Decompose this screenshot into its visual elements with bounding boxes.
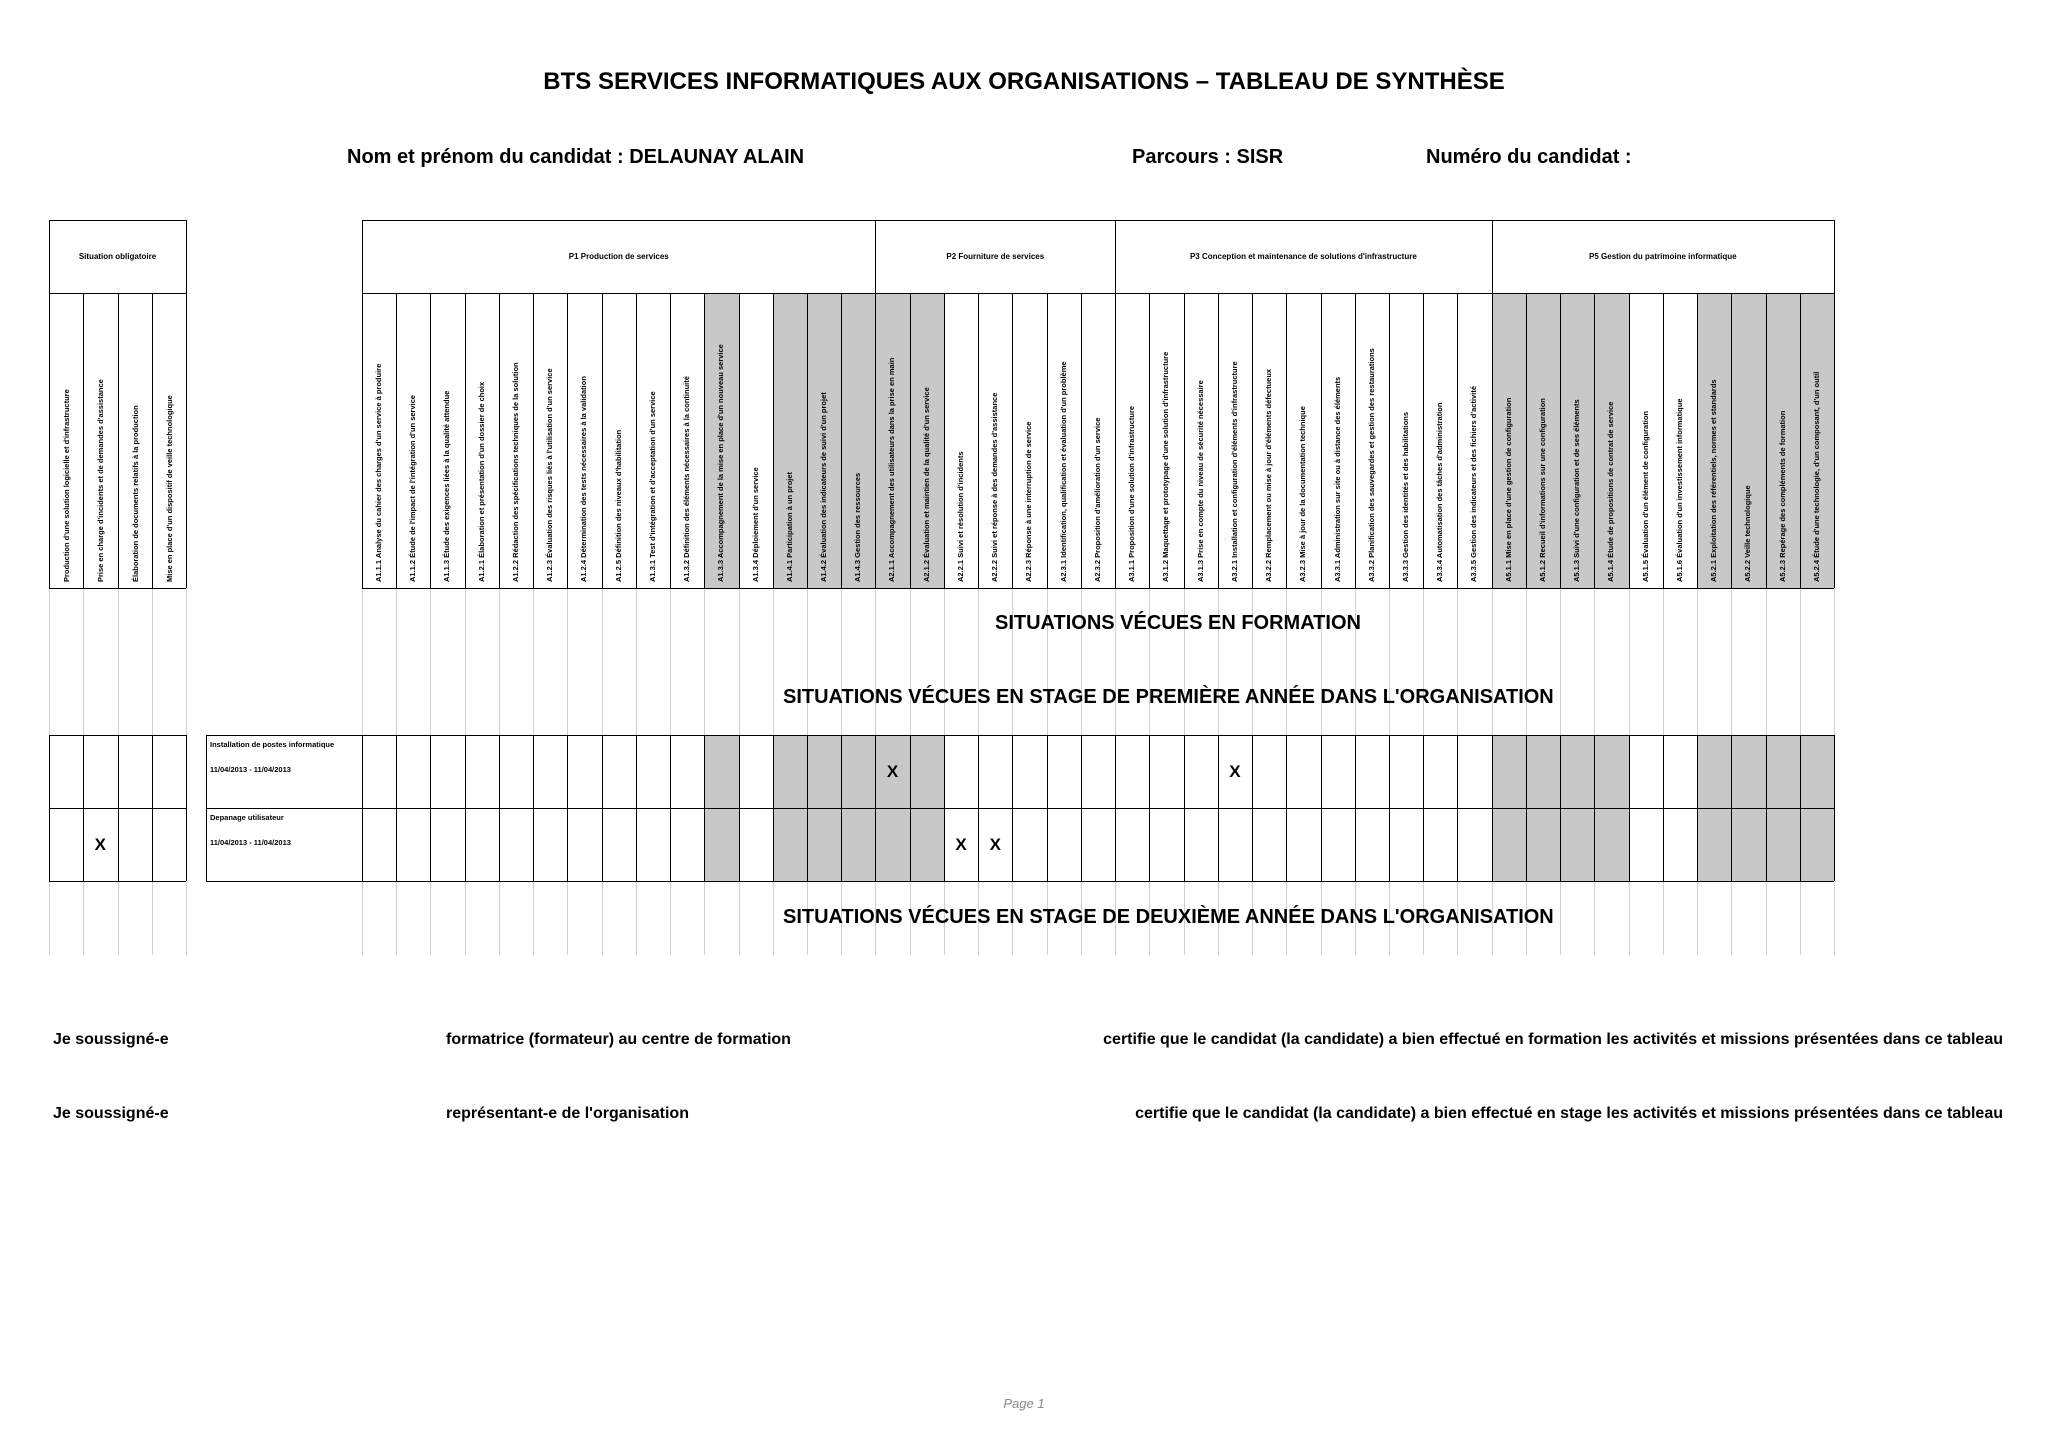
shaded-row-cell [773, 735, 807, 808]
border-line [152, 735, 153, 881]
border-line [1560, 293, 1561, 588]
guide-line [739, 881, 740, 955]
border-line [1218, 293, 1219, 588]
border-line [739, 735, 740, 881]
border-line [1594, 735, 1595, 881]
situation-title: Depanage utilisateur [210, 813, 284, 822]
border-line [910, 293, 911, 588]
activity-column-label: A1.2.5 Définition des niveaux d'habilitation [613, 429, 623, 582]
cert-stage-statement: certifie que le candidat (la candidate) a bien effectué en stage les activités et missions présentées dans ce tableau [1135, 1105, 2003, 1122]
guide-line [465, 588, 466, 735]
activity-column-label: A3.1.3 Prise en compte du niveau de sécurité nécessaire [1195, 380, 1205, 582]
border-line [1081, 735, 1082, 881]
border-line [362, 735, 1834, 736]
shaded-row-cell [807, 735, 841, 808]
guide-line [1012, 588, 1013, 735]
cert-stage-signer: Je soussigné-e [53, 1105, 169, 1122]
guide-line [1526, 588, 1527, 735]
border-line [206, 881, 362, 882]
guide-line [1697, 588, 1698, 735]
border-line [910, 735, 911, 881]
activity-column-label: A5.2.3 Repérage des compléments de formation [1777, 410, 1787, 582]
border-line [875, 735, 876, 881]
guide-line [362, 588, 363, 735]
shaded-row-cell [1492, 735, 1526, 808]
border-line [670, 735, 671, 881]
guide-line [567, 881, 568, 955]
activity-column-label: A1.4.1 Participation à un projet [784, 471, 794, 582]
border-line [465, 735, 466, 881]
border-line [533, 735, 534, 881]
border-line [1766, 293, 1767, 588]
guide-line [396, 881, 397, 955]
activity-column-label: A5.2.4 Étude d'une technologie, d'un composant, d'un outil [1811, 371, 1821, 582]
border-line [567, 293, 568, 588]
guide-line [670, 588, 671, 735]
page-title: BTS SERVICES INFORMATIQUES AUX ORGANISATIONS – TABLEAU DE SYNTHÈSE [543, 68, 1505, 95]
border-line [1355, 293, 1356, 588]
border-line [49, 735, 50, 881]
activity-column-label: A3.3.1 Administration sur site ou à distance des éléments [1332, 376, 1342, 582]
shaded-row-cell [807, 808, 841, 881]
guide-line [1149, 588, 1150, 735]
guide-line [499, 881, 500, 955]
guide-line [1594, 881, 1595, 955]
border-line [1629, 293, 1630, 588]
guide-line [1218, 588, 1219, 735]
activity-column-label: A1.4.2 Évaluation des indicateurs de suivi d'un projet [819, 392, 829, 582]
border-line [152, 293, 153, 588]
border-line [739, 293, 740, 588]
guide-line [152, 588, 153, 735]
border-line [704, 735, 705, 881]
activity-column-label: A1.3.3 Accompagnement de la mise en place d'un nouveau service [716, 344, 726, 582]
border-line [1184, 735, 1185, 881]
border-line [1286, 735, 1287, 881]
shaded-row-cell [773, 808, 807, 881]
border-line [533, 293, 534, 588]
guide-line [636, 588, 637, 735]
guide-line [1115, 588, 1116, 735]
guide-line [1766, 588, 1767, 735]
activity-column-label: A1.1.2 Étude de l'impact de l'intégration d'un service [408, 394, 418, 582]
border-line [186, 735, 187, 881]
obligatory-column-label: Prise en charge d'incidents et de demandes d'assistance [96, 379, 106, 582]
border-line [186, 220, 187, 588]
activity-column-label: A1.2.2 Rédaction des spécifications techniques de la solution [510, 362, 520, 582]
border-line [1321, 735, 1322, 881]
shaded-row-cell [910, 808, 944, 881]
guide-line [362, 881, 363, 955]
guide-line [704, 588, 705, 735]
guide-line [1629, 881, 1630, 955]
border-line [83, 735, 84, 881]
border-line [1218, 735, 1219, 881]
border-line [49, 588, 186, 589]
border-line [1492, 735, 1493, 881]
border-line [1766, 735, 1767, 881]
guide-line [49, 881, 50, 955]
border-line [396, 735, 397, 881]
group-header: P3 Conception et maintenance de solutions d'infrastructure [1189, 252, 1417, 261]
border-line [1526, 735, 1527, 881]
guide-line [602, 588, 603, 735]
shaded-row-cell [841, 735, 875, 808]
shaded-row-cell [1594, 808, 1628, 881]
guide-line [739, 588, 740, 735]
border-line [1697, 735, 1698, 881]
guide-line [1286, 588, 1287, 735]
page-number: Page 1 [1003, 1396, 1045, 1411]
border-line [1047, 735, 1048, 881]
guide-line [1731, 881, 1732, 955]
border-line [1252, 735, 1253, 881]
guide-line [841, 588, 842, 735]
border-line [118, 293, 119, 588]
border-line [362, 293, 1834, 294]
border-line [1800, 735, 1801, 881]
border-line [1389, 293, 1390, 588]
border-line [1012, 735, 1013, 881]
activity-column-label: A2.2.3 Réponse à une interruption de service [1024, 421, 1034, 582]
group-header: P1 Production de services [568, 252, 669, 261]
section-stage-2: SITUATIONS VÉCUES EN STAGE DE DEUXIÈME ANNÉE DANS L'ORGANISATION [783, 906, 1554, 928]
guide-line [807, 588, 808, 735]
border-line [118, 735, 119, 881]
guide-line [1389, 588, 1390, 735]
candidate-number: Numéro du candidat : [1426, 146, 1632, 168]
activity-column-label: A5.1.1 Mise en place d'une gestion de configuration [1503, 397, 1513, 582]
border-line [978, 735, 979, 881]
border-line [1423, 735, 1424, 881]
activity-column-label: A1.3.1 Test d'intégration et d'acceptation d'un service [647, 391, 657, 582]
activity-column-label: A3.3.4 Automatisation des tâches d'administration [1435, 402, 1445, 582]
shaded-row-cell [704, 808, 738, 881]
border-line [636, 293, 637, 588]
guide-line [1184, 588, 1185, 735]
activity-column-label: A3.2.2 Remplacement ou mise à jour d'éléments défectueux [1264, 368, 1274, 582]
border-line [944, 735, 945, 881]
guide-line [1355, 588, 1356, 735]
border-line [944, 293, 945, 588]
border-line [773, 293, 774, 588]
border-line [1594, 293, 1595, 588]
border-line [362, 220, 1834, 221]
guide-line [1663, 588, 1664, 735]
border-line [1629, 735, 1630, 881]
activity-column-label: A1.3.4 Déploiement d'un service [750, 467, 760, 582]
activity-column-label: A2.1.1 Accompagnement des utilisateurs dans la prise en main [887, 357, 897, 582]
border-line [1321, 293, 1322, 588]
activity-mark: X [1229, 762, 1241, 781]
border-line [1663, 735, 1664, 881]
guide-line [118, 588, 119, 735]
activity-column-label: A1.2.1 Élaboration et présentation d'un dossier de choix [476, 381, 486, 582]
activity-column-label: A1.3.2 Définition des éléments nécessaires à la continuité [682, 376, 692, 582]
guide-line [118, 881, 119, 955]
border-line [1731, 735, 1732, 881]
shaded-row-cell [1560, 808, 1594, 881]
guide-line [1047, 588, 1048, 735]
activity-column-label: A3.3.2 Planification des sauvegardes et gestion des restaurations [1366, 348, 1376, 582]
guide-line [875, 588, 876, 735]
guide-line [567, 588, 568, 735]
shaded-row-cell [704, 735, 738, 808]
guide-line [1834, 588, 1835, 735]
shaded-row-cell [1560, 735, 1594, 808]
border-line [875, 293, 876, 588]
border-line [1081, 293, 1082, 588]
border-line [499, 293, 500, 588]
obligatory-mark: X [94, 835, 106, 854]
activity-column-label: A1.1.1 Analyse du cahier des charges d'un service à produire [374, 363, 383, 582]
guide-line [152, 881, 153, 955]
border-line [1560, 735, 1561, 881]
border-line [206, 735, 207, 881]
cert-formation-statement: certifie que le candidat (la candidate) a bien effectué en formation les activités et missions présentées dans ce tableau [1103, 1031, 2003, 1048]
guide-line [1800, 881, 1801, 955]
border-line [1492, 293, 1493, 588]
border-line [670, 293, 671, 588]
guide-line [978, 588, 979, 735]
border-line [1423, 293, 1424, 588]
activity-column-label: A1.2.4 Détermination des tests nécessaires à la validation [579, 376, 589, 582]
candidate-parcours: Parcours : SISR [1132, 146, 1284, 168]
situation-dates: 11/04/2013 - 11/04/2013 [210, 765, 291, 774]
border-line [1286, 293, 1287, 588]
situation-dates: 11/04/2013 - 11/04/2013 [210, 838, 291, 847]
obligatory-column-label: Élaboration de documents relatifs à la production [130, 405, 140, 582]
border-line [1184, 293, 1185, 588]
border-line [1115, 735, 1116, 881]
border-line [636, 735, 637, 881]
activity-column-label: A2.3.2 Proposition d'amélioration d'un service [1092, 417, 1102, 582]
guide-line [83, 588, 84, 735]
activity-column-label: A1.4.3 Gestion des ressources [853, 472, 863, 582]
border-line [1115, 293, 1116, 588]
activity-column-label: A5.1.3 Suivi d'une configuration et de ses éléments [1572, 399, 1582, 582]
activity-column-label: A5.1.5 Évaluation d'un élément de configuration [1640, 411, 1650, 582]
guide-line [1731, 588, 1732, 735]
border-line [49, 881, 186, 882]
border-line [1834, 735, 1835, 881]
cert-stage-role: représentant-e de l'organisation [446, 1105, 689, 1122]
candidate-name: Nom et prénom du candidat : DELAUNAY ALAIN [347, 146, 805, 168]
activity-column-label: A5.1.2 Recueil d'informations sur une configuration [1537, 398, 1547, 582]
border-line [807, 735, 808, 881]
guide-line [499, 588, 500, 735]
border-line [430, 293, 431, 588]
activity-column-label: A5.1.6 Évaluation d'un investissement informatique [1674, 398, 1684, 582]
border-line [704, 293, 705, 588]
guide-line [1321, 588, 1322, 735]
guide-line [910, 588, 911, 735]
border-line [49, 220, 186, 221]
shaded-row-cell [875, 808, 909, 881]
guide-line [944, 588, 945, 735]
section-stage-1: SITUATIONS VÉCUES EN STAGE DE PREMIÈRE ANNÉE DANS L'ORGANISATION [783, 686, 1554, 708]
activity-column-label: A1.2.3 Évaluation des risques liés à l'utilisation d'un service [545, 368, 555, 582]
guide-line [396, 588, 397, 735]
activity-column-label: A3.3.3 Gestion des identités et des habilitations [1400, 411, 1410, 582]
guide-line [1457, 588, 1458, 735]
border-line [1731, 293, 1732, 588]
obligatory-column-label: Production d'une solution logicielle et d'infrastructure [62, 389, 71, 582]
activity-column-label: A5.1.4 Étude de propositions de contrat de service [1606, 401, 1616, 582]
shaded-row-cell [1766, 808, 1800, 881]
activity-column-label: A2.2.1 Suivi et résolution d'incidents [955, 451, 965, 582]
border-line [1149, 293, 1150, 588]
guide-line [1663, 881, 1664, 955]
guide-line [704, 881, 705, 955]
guide-line [430, 588, 431, 735]
obligatory-header: Situation obligatoire [78, 252, 157, 261]
activity-column-label: A2.2.2 Suivi et réponse à des demandes d'assistance [990, 392, 1000, 582]
guide-line [430, 881, 431, 955]
activity-mark: X [989, 835, 1001, 854]
guide-line [1629, 588, 1630, 735]
border-line [1389, 735, 1390, 881]
shaded-row-cell [1697, 735, 1731, 808]
guide-line [773, 881, 774, 955]
guide-line [670, 881, 671, 955]
guide-line [533, 588, 534, 735]
shaded-row-cell [1492, 808, 1526, 881]
shaded-row-cell [1526, 735, 1560, 808]
activity-column-label: A2.3.1 Identification, qualification et évaluation d'un problème [1058, 361, 1068, 582]
border-line [362, 808, 1834, 809]
border-line [602, 735, 603, 881]
shaded-row-cell [841, 808, 875, 881]
border-line [1526, 293, 1527, 588]
border-line [1252, 293, 1253, 588]
guide-line [1766, 881, 1767, 955]
shaded-row-cell [1766, 735, 1800, 808]
situation-title: Installation de postes informatique [210, 740, 335, 749]
guide-line [465, 881, 466, 955]
guide-line [773, 588, 774, 735]
shaded-row-cell [910, 735, 944, 808]
cert-formation-role: formatrice (formateur) au centre de formation [446, 1031, 791, 1048]
shaded-row-cell [1731, 735, 1765, 808]
border-line [49, 220, 50, 588]
border-line [465, 293, 466, 588]
guide-line [602, 881, 603, 955]
obligatory-column-label: Mise en place d'un dispositif de veille technologique [164, 395, 174, 582]
border-line [1834, 220, 1835, 588]
guide-line [533, 881, 534, 955]
guide-line [1800, 588, 1801, 735]
guide-line [1423, 588, 1424, 735]
border-line [1047, 293, 1048, 588]
border-line [499, 735, 500, 881]
border-line [773, 735, 774, 881]
group-header: P2 Fourniture de services [946, 252, 1045, 261]
border-line [1663, 293, 1664, 588]
border-line [362, 588, 1834, 589]
activity-mark: X [886, 762, 899, 781]
border-line [978, 293, 979, 588]
border-line [1800, 293, 1801, 588]
guide-line [1081, 588, 1082, 735]
border-line [807, 293, 808, 588]
border-line [602, 293, 603, 588]
border-line [1355, 735, 1356, 881]
activity-column-label: A5.2.2 Veille technologique [1743, 485, 1753, 582]
activity-column-label: A3.1.2 Maquettage et prototypage d'une solution d'infrastructure [1161, 351, 1171, 582]
activity-column-label: A1.1.3 Étude des exigences liées à la qualité attendue [442, 390, 452, 582]
shaded-row-cell [1731, 808, 1765, 881]
shaded-row-cell [1697, 808, 1731, 881]
border-line [1012, 293, 1013, 588]
guide-line [186, 588, 187, 735]
guide-line [1560, 588, 1561, 735]
activity-column-label: A3.1.1 Proposition d'une solution d'infrastructure [1127, 405, 1137, 582]
activity-column-label: A2.1.2 Évaluation et maintien de la qualité d'un service [921, 387, 931, 582]
guide-line [636, 881, 637, 955]
section-formation: SITUATIONS VÉCUES EN FORMATION [995, 612, 1361, 634]
cert-formation-signer: Je soussigné-e [53, 1031, 169, 1048]
border-line [206, 808, 362, 809]
guide-line [186, 881, 187, 955]
activity-mark: X [955, 835, 967, 854]
group-header: P5 Gestion du patrimoine informatique [1589, 252, 1737, 261]
border-line [1457, 735, 1458, 881]
activity-column-label: A3.3.5 Gestion des indicateurs et des fichiers d'activité [1469, 385, 1479, 582]
border-line [1149, 735, 1150, 881]
activity-column-label: A5.2.1 Exploitation des référentiels, normes et standards [1709, 379, 1719, 582]
guide-line [83, 881, 84, 955]
border-line [362, 220, 363, 588]
border-line [567, 735, 568, 881]
guide-line [1560, 881, 1561, 955]
border-line [1457, 293, 1458, 588]
border-line [396, 293, 397, 588]
shaded-row-cell [1594, 735, 1628, 808]
border-line [430, 735, 431, 881]
border-line [362, 735, 363, 881]
border-line [841, 293, 842, 588]
guide-line [1594, 588, 1595, 735]
border-line [83, 293, 84, 588]
border-line [1697, 293, 1698, 588]
guide-line [1697, 881, 1698, 955]
guide-line [1834, 881, 1835, 955]
shaded-row-cell [1526, 808, 1560, 881]
guide-line [49, 588, 50, 735]
shaded-row-cell [1800, 735, 1834, 808]
guide-line [1252, 588, 1253, 735]
border-line [206, 735, 362, 736]
guide-line [1492, 588, 1493, 735]
shaded-row-cell [1800, 808, 1834, 881]
border-line [362, 881, 1834, 882]
activity-column-label: A3.2.3 Mise à jour de la documentation technique [1298, 406, 1308, 582]
activity-column-label: A3.2.1 Installation et configuration d'éléments d'infrastructure [1229, 361, 1239, 582]
border-line [841, 735, 842, 881]
